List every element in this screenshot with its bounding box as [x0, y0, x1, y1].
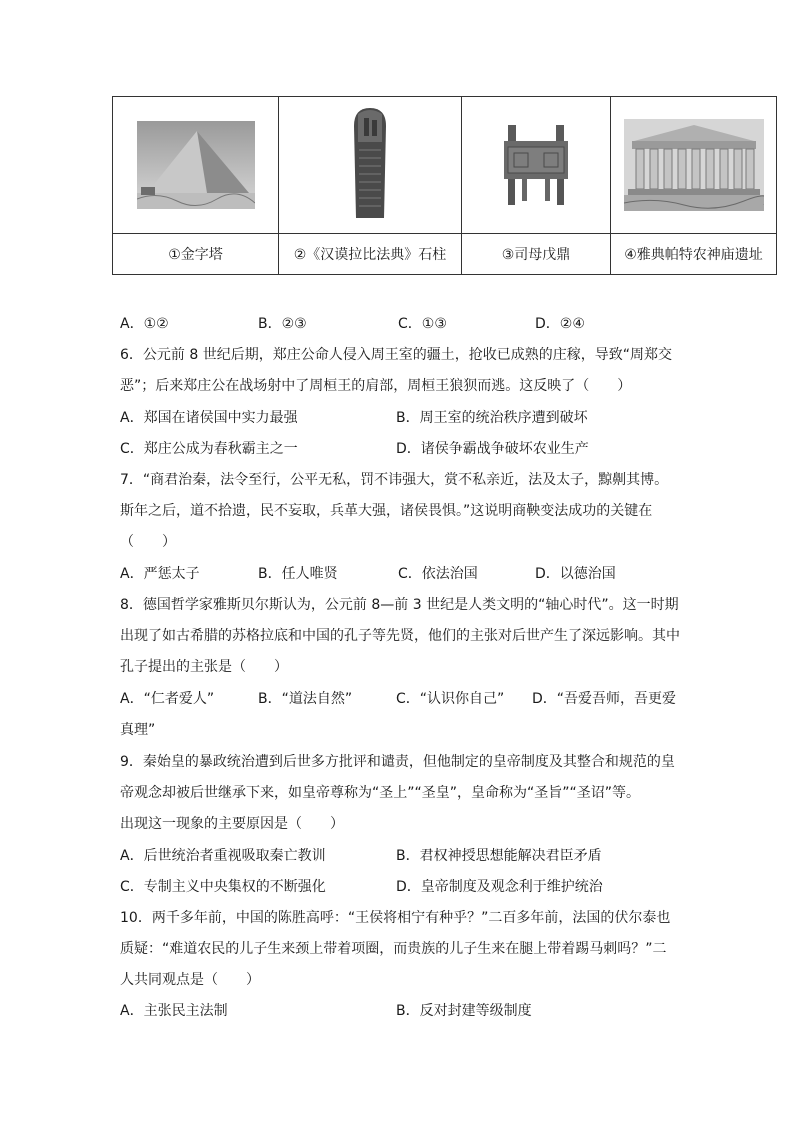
q5-option-d[interactable]: D．②④	[535, 316, 585, 332]
q10-stem-line-2: 质疑：“难道农民的儿子生来颈上带着项圈，而贵族的儿子生来在腿上带着踢马刺吗？”二	[120, 941, 667, 957]
figure-cell-pyramid	[113, 97, 279, 234]
q6-option-c[interactable]: C．郑庄公成为春秋霸主之一	[120, 441, 298, 457]
ding-photo	[498, 123, 574, 207]
stele-photo	[350, 106, 390, 224]
q7-stem-line-2: 斯年之后，道不拾遗，民不妄取，兵革大强，诸侯畏惧。”这说明商鞅变法成功的关键在	[120, 503, 653, 519]
q7-option-d[interactable]: D．以德治国	[535, 566, 616, 582]
q8-option-b[interactable]: B．“道法自然”	[258, 691, 353, 707]
q7-stem-line-1: 7．“商君治秦，法令至行，公平无私，罚不讳强大，赏不私亲近，法及太子，黥劓其博。	[120, 472, 669, 488]
q8-stem-line-3: 孔子提出的主张是（ ）	[120, 659, 288, 675]
figure-cell-ding	[462, 97, 611, 234]
q8-stem-line-1: 8．德国哲学家雅斯贝尔斯认为，公元前 8—前 3 世纪是人类文明的“轴心时代”。这一时期	[120, 597, 679, 613]
parthenon-photo	[624, 119, 764, 211]
q8-option-c[interactable]: C．“认识你自己”	[396, 691, 505, 707]
q8-stem-line-2: 出现了如古希腊的苏格拉底和中国的孔子等先贤，他们的主张对后世产生了深远影响。其中	[120, 628, 680, 644]
q5-option-a[interactable]: A．①②	[120, 316, 169, 332]
q7-option-a[interactable]: A．严惩太子	[120, 566, 200, 582]
pyramid-photo	[137, 121, 255, 209]
q10-option-b[interactable]: B．反对封建等级制度	[396, 1003, 532, 1019]
figure-cell-stele	[279, 97, 462, 234]
q9-stem-line-1: 9．秦始皇的暴政统治遭到后世多方批评和谴责，但他制定的皇帝制度及其整合和规范的皇	[120, 754, 675, 770]
q6-stem-line-2: 恶”；后来郑庄公在战场射中了周桓王的肩部，周桓王狼狈而逃。这反映了（ ）	[120, 378, 632, 394]
q8-option-d-continuation: 真理”	[120, 722, 156, 738]
q5-option-b[interactable]: B．②③	[258, 316, 307, 332]
figure-cell-parthenon	[611, 97, 777, 234]
q6-option-a[interactable]: A．郑国在诸侯国中实力最强	[120, 410, 298, 426]
q9-stem-line-2: 帝观念却被后世继承下来，如皇帝尊称为“圣上”“圣皇”，皇命称为“圣旨”“圣诏”等。	[120, 785, 641, 801]
figure-table	[112, 96, 777, 275]
q10-option-a[interactable]: A．主张民主法制	[120, 1003, 228, 1019]
figure-caption-parthenon: ④雅典帕特农神庙遗址	[611, 234, 777, 275]
q9-option-c[interactable]: C．专制主义中央集权的不断强化	[120, 879, 326, 895]
q8-option-d[interactable]: D．“吾爱吾师，吾更爱	[532, 691, 677, 707]
q10-stem-line-1: 10．两千多年前，中国的陈胜高呼：“王侯将相宁有种乎？”二百多年前，法国的伏尔泰也	[120, 910, 671, 926]
q10-stem-line-3: 人共同观点是（ ）	[120, 972, 260, 988]
figure-caption-pyramid: ①金字塔	[113, 234, 279, 275]
q6-option-b[interactable]: B．周王室的统治秩序遭到破坏	[396, 410, 588, 426]
figure-caption-stele: ②《汉谟拉比法典》石柱	[279, 234, 462, 275]
q9-option-b[interactable]: B．君权神授思想能解决君臣矛盾	[396, 848, 602, 864]
q9-option-d[interactable]: D．皇帝制度及观念利于维护统治	[396, 879, 603, 895]
q9-stem-line-3: 出现这一现象的主要原因是（ ）	[120, 816, 344, 832]
q7-stem-line-3: （ ）	[120, 534, 176, 550]
q6-stem-line-1: 6．公元前 8 世纪后期，郑庄公命人侵入周王室的疆土，抢收已成熟的庄稼，导致“周郑交	[120, 347, 672, 363]
figure-caption-ding: ③司母戊鼎	[462, 234, 611, 275]
q6-option-d[interactable]: D．诸侯争霸战争破坏农业生产	[396, 441, 589, 457]
q7-option-b[interactable]: B．任人唯贤	[258, 566, 338, 582]
q9-option-a[interactable]: A．后世统治者重视吸取秦亡教训	[120, 848, 326, 864]
q8-option-a[interactable]: A．“仁者爱人”	[120, 691, 215, 707]
q7-option-c[interactable]: C．依法治国	[398, 566, 478, 582]
q5-option-c[interactable]: C．①③	[398, 316, 447, 332]
